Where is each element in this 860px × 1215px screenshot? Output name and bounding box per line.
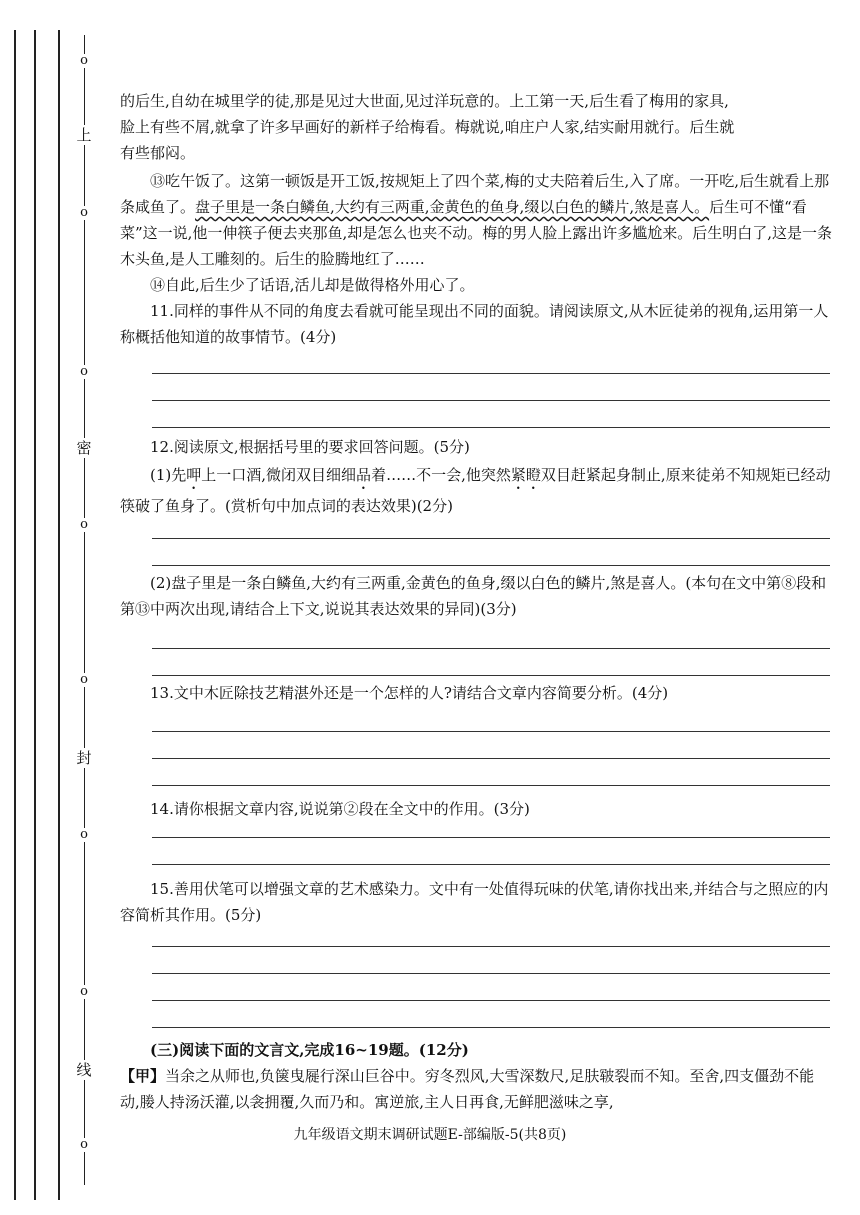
passage-paragraph-13 [120,168,832,272]
binding-circle: o [77,1138,91,1152]
dotted-word: 品 [356,466,372,484]
underlined-sentence: 盘子里是一条白鳞鱼,大约有三两重,金黄色的鱼身,缀以白色的鳞片,煞是喜人。 [195,198,710,216]
answer-line [152,400,830,401]
page-footer: 九年级语文期末调研试题E-部编版-5(共8页) [293,1127,567,1143]
answer-line [152,538,830,539]
classical-text [120,1063,832,1115]
q12-1-text: 着……不一会,他突然 [371,466,511,484]
p13-text-b: 后生就看上那条咸鱼了。 [120,172,830,216]
p13-text-a: ⑬吃午饭了。这第一顿饭是开工饭,按规矩上了四个菜,梅的丈夫陪着后生,入了席。一开吃, [150,172,740,190]
answer-line [152,565,830,566]
binding-char-feng: 封 [74,748,94,768]
dotted-word: 呷 [186,466,202,484]
margin-rule [14,30,20,1200]
q12-1-text: (1)先 [150,466,187,484]
answer-line [152,758,830,759]
dotted-word: 紧瞪 [510,466,541,484]
question-14: 14.请你根据文章内容,说说第②段在全文中的作用。(3分) [150,800,530,818]
question-12: 12.阅读原文,根据括号里的要求回答问题。(5分) [150,438,470,456]
binding-circle: o [77,518,91,532]
jia-label: 【甲】 [120,1067,166,1085]
section-3-heading: (三)阅读下面的文言文,完成16~19题。(12分) [150,1041,469,1059]
binding-char-xian: 线 [74,1060,94,1080]
passage-line: 有些郁闷。 [120,144,196,162]
answer-line [152,785,830,786]
question-11: 11.同样的事件从不同的角度去看就可能呈现出不同的面貌。请阅读原文,从木匠徒弟的视角,运用第一人称概括他知道的故事情节。(4分) [120,302,829,346]
question-15: 15.善用伏笔可以增强文章的艺术感染力。文中有一处值得玩味的伏笔,请你找出来,并结合与之照应的内容简析其作用。(5分) [120,880,829,924]
passage-line: 的后生,自幼在城里学的徒,那是见过大世面,见过洋玩意的。上工第一天,后生看了梅用的家具, [120,92,729,110]
answer-line [152,837,830,838]
passage-paragraph-14: ⑭自此,后生少了话语,活儿却是做得格外用心了。 [150,276,475,294]
q12-1-text: 上一口酒,微闭双目细细 [201,466,357,484]
answer-line [152,1027,830,1028]
jia-line: 当余之从师也,负箧曳屣行深山巨谷中。穷冬烈风,大雪深数尺,足肤皲裂而不知。至 [165,1067,705,1085]
passage-line: 脸上有些不屑,就拿了许多早画好的新样子给梅看。梅就说,咱庄户人家,结实耐用就行。后生就 [120,118,735,136]
p13-text-c: 后生可不懂“看菜”这一说,他一伸筷子便去夹那鱼,却是怎么也夹不动。梅的男人脸上 [120,198,807,242]
binding-circle: o [77,365,91,379]
binding-circle: o [77,206,91,220]
answer-line [152,1000,830,1001]
binding-char-mi: 密 [74,438,94,458]
q12-1-text: 双目赶紧起身制止,原来徒弟不知规矩已经动筷破了鱼身了。(赏析句中加点词的表达效果)(2分) [120,466,831,515]
binding-circle: o [77,985,91,999]
answer-line [152,864,830,865]
binding-circle: o [77,673,91,687]
answer-line [152,427,830,428]
margin-rule [58,30,64,1200]
question-12-2: (2)盘子里是一条白鳞鱼,大约有三两重,金黄色的鱼身,缀以白色的鳞片,煞是喜人。(本句在文中第⑧段和第⑬中两次出现,请结合上下文,说说其表达效果的异同)(3分) [120,574,827,618]
binding-char-shang: 上 [74,125,94,145]
answer-line [152,973,830,974]
answer-line [152,373,830,374]
answer-line [152,675,830,676]
binding-circle: o [77,828,91,842]
question-13: 13.文中木匠除技艺精湛外还是一个怎样的人?请结合文章内容简要分析。(4分) [150,684,669,702]
jia-line: 舍,四支僵劲不能动,媵人持汤沃灌,以衾拥覆,久而乃和。寓逆旅,主人日再食,无鲜肥滋味之享, [120,1067,815,1111]
binding-circle: o [77,54,91,68]
answer-line [152,946,830,947]
question-12-1 [120,462,832,519]
margin-rule [34,30,40,1200]
answer-line [152,731,830,732]
p13-text-d: 露出许多尴尬来。后生明白了,这是一条木头鱼,是人工雕刻的。后生的脸腾地红了…… [120,224,832,268]
answer-line [152,648,830,649]
